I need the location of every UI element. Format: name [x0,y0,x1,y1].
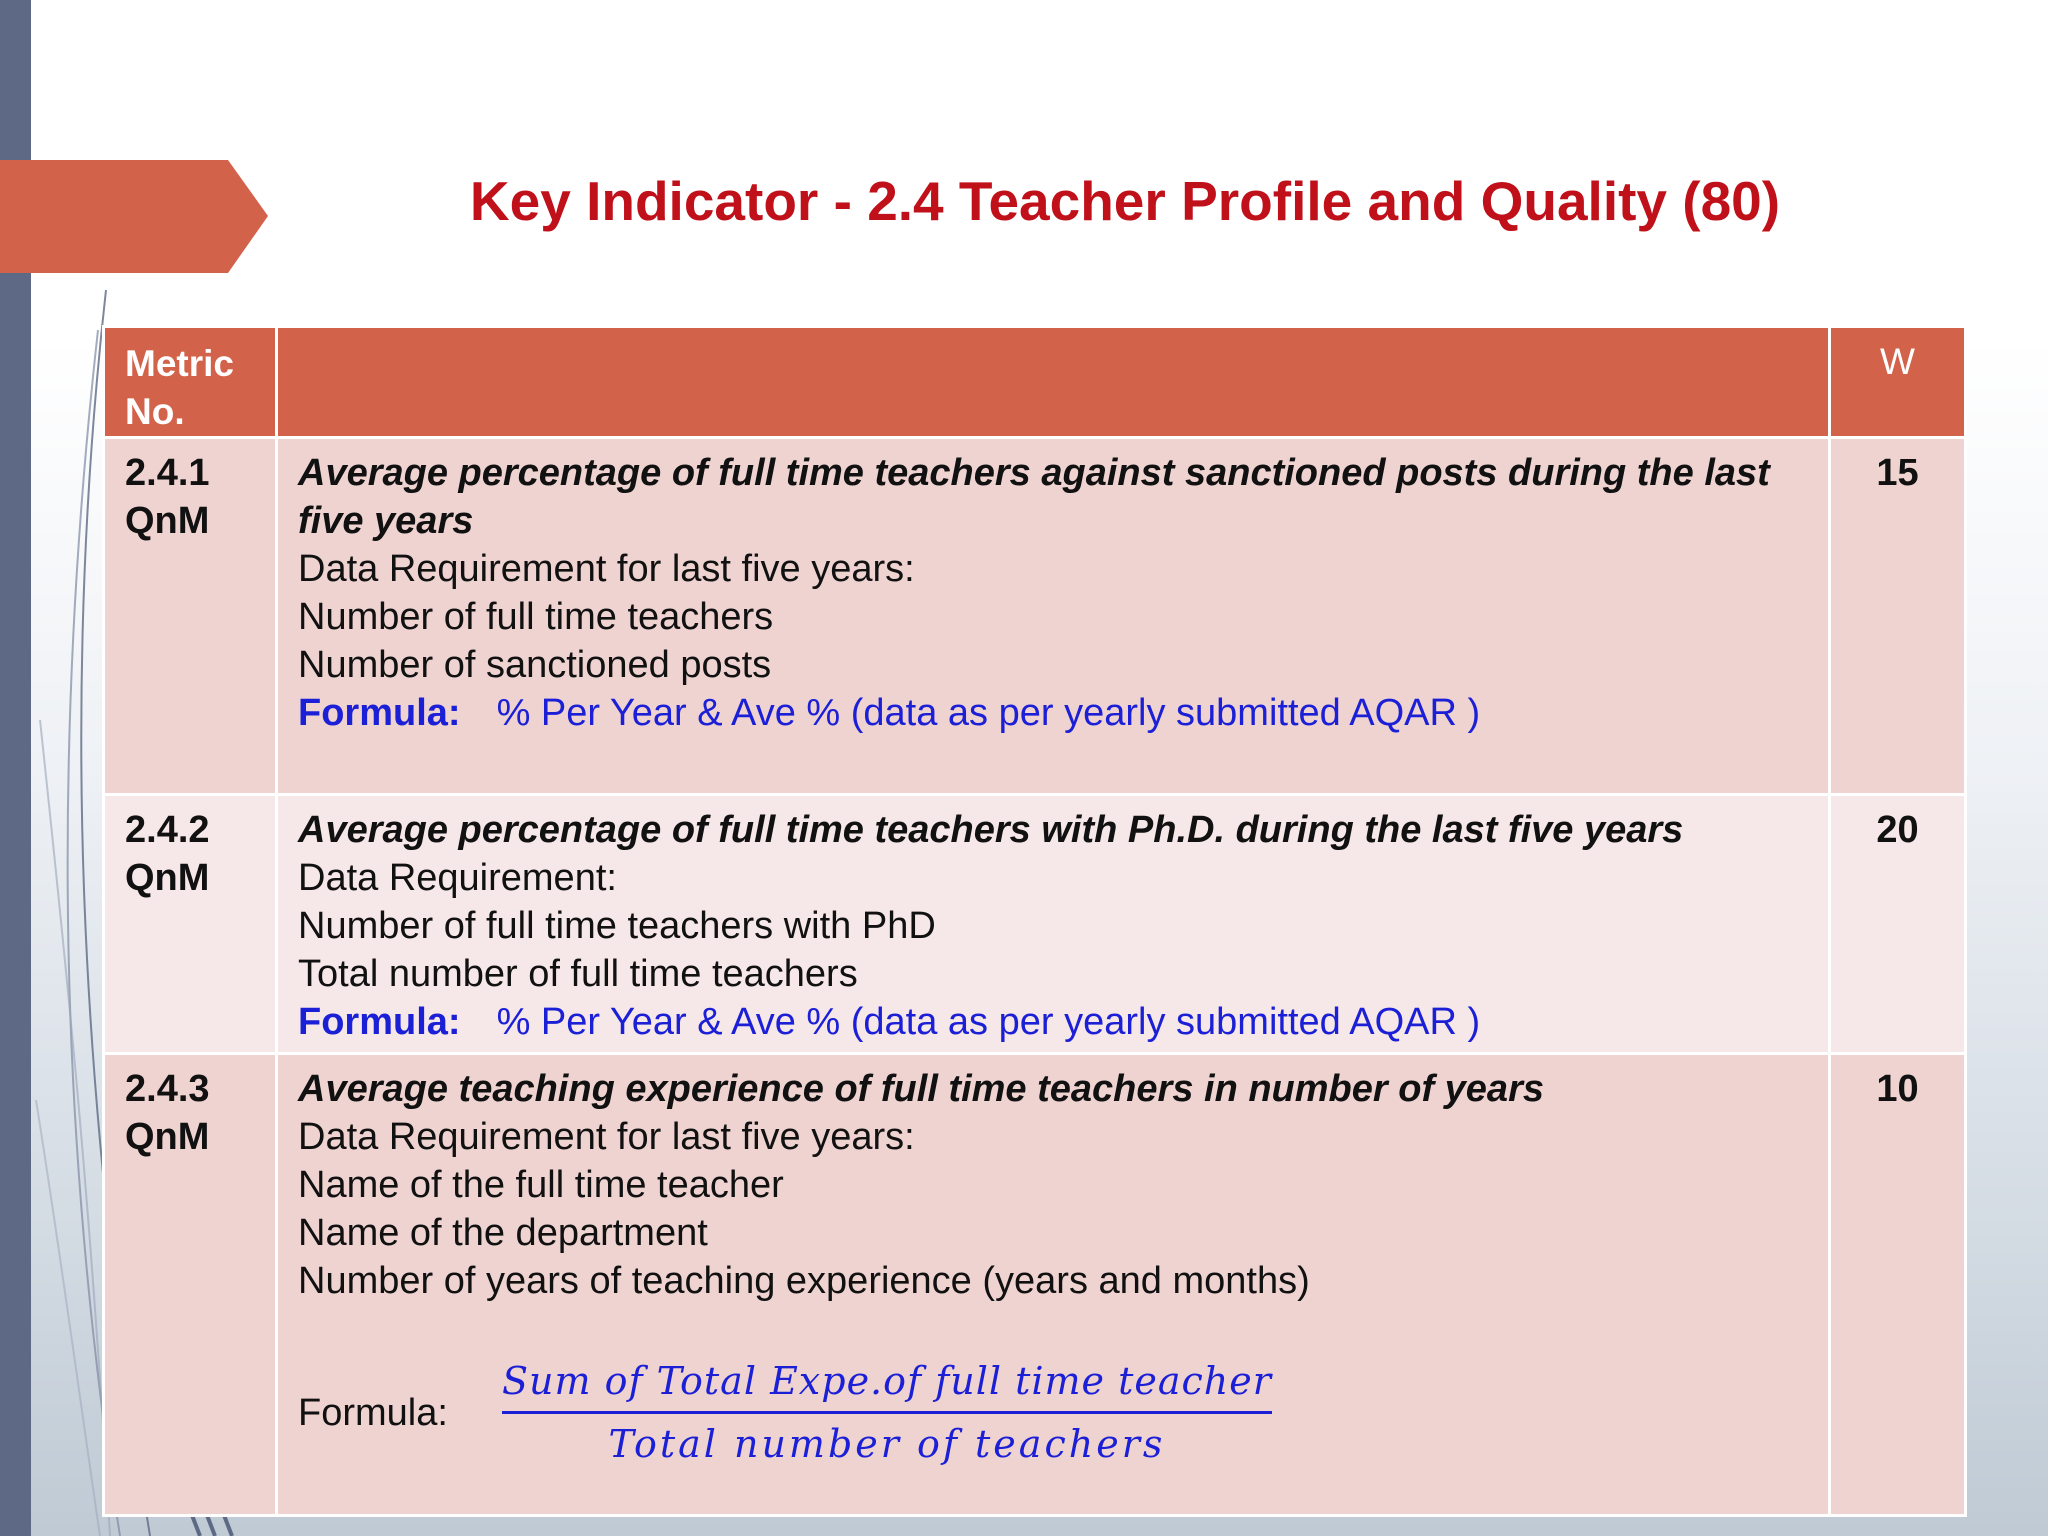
data-requirement-line: Data Requirement for last five years: [298,548,915,590]
formula-fraction [502,1357,1272,1468]
metric-weight: 10 [1830,1054,1966,1516]
table-header-row [104,327,1966,438]
fraction-numerator: Sum of Total Expe.of full time teacher [502,1357,1272,1414]
metric-number: 2.4.3 [125,1068,210,1110]
formula-label: Formula: [298,692,461,734]
header-description [277,327,1830,438]
metric-heading: Average percentage of full time teachers against sanctioned posts during the last five years [298,452,1770,542]
fraction-denominator: Total number of teachers [608,1422,1166,1466]
metric-number: 2.4.1 [125,452,210,494]
formula-line [298,689,1808,737]
data-requirement-line: Number of full time teachers with PhD [298,905,936,947]
data-requirement-line: Name of the full time teacher [298,1164,784,1206]
title-arrow-banner [0,160,268,273]
table-row [104,795,1966,1054]
data-requirement-line: Number of years of teaching experience (years and months) [298,1260,1310,1302]
metric-description-cell [277,1054,1830,1516]
metric-type: QnM [125,500,210,542]
metric-description-cell [277,795,1830,1054]
formula-text: % Per Year & Ave % (data as per yearly submitted AQAR ) [496,692,1481,734]
formula-line [298,998,1808,1046]
metrics-table [102,325,1967,1517]
metric-number-cell [104,795,277,1054]
data-requirement-line: Data Requirement: [298,857,617,899]
formula-label: Formula: [298,1001,461,1043]
slide-title: Key Indicator - 2.4 Teacher Profile and Quality (80) [469,170,1781,232]
data-requirement-line: Name of the department [298,1212,708,1254]
header-metric-no: Metric No. [104,327,277,438]
metric-heading: Average percentage of full time teachers with Ph.D. during the last five years [298,809,1684,851]
data-requirement-line: Number of sanctioned posts [298,644,772,686]
metric-type: QnM [125,857,210,899]
data-requirement-line: Data Requirement for last five years: [298,1116,915,1158]
table-row [104,1054,1966,1516]
table-row [104,438,1966,795]
metric-number-cell [104,438,277,795]
data-requirement-line: Total number of full time teachers [298,953,858,995]
formula-text: % Per Year & Ave % (data as per yearly submitted AQAR ) [496,1001,1481,1043]
metric-number: 2.4.2 [125,809,210,851]
data-requirement-line: Number of full time teachers [298,596,774,638]
metric-type: QnM [125,1116,210,1158]
header-weight: W [1830,327,1966,438]
spacer [298,1305,1808,1353]
metric-weight: 15 [1830,438,1966,795]
metric-weight: 20 [1830,795,1966,1054]
metric-number-cell [104,1054,277,1516]
formula-label: Formula: [298,1391,448,1434]
formula-fraction-row [298,1357,1808,1468]
metric-heading: Average teaching experience of full time teachers in number of years [298,1068,1544,1110]
metric-description-cell [277,438,1830,795]
